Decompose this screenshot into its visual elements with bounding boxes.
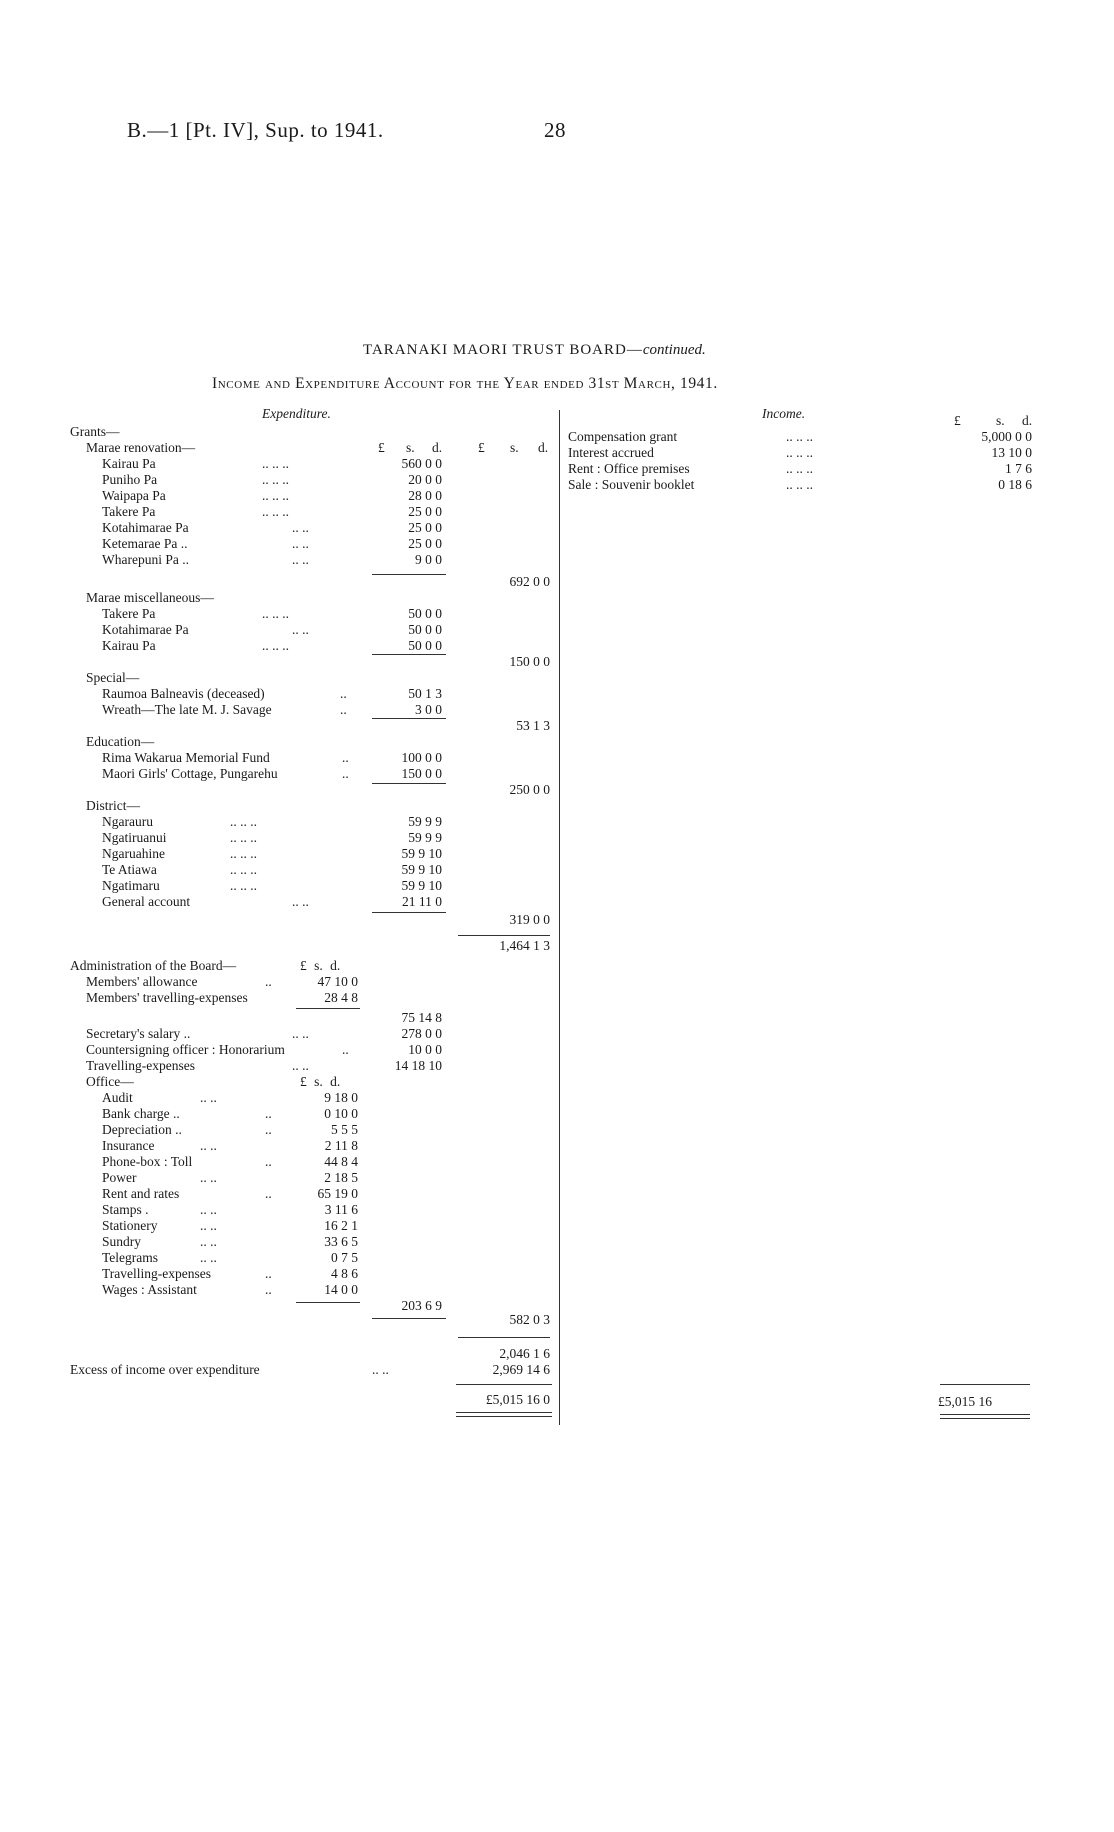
- line-item-amount: 59 9 9: [408, 814, 442, 829]
- col-header-pence-total: d.: [538, 440, 549, 455]
- line-item-name: Kotahimarae Pa: [102, 520, 189, 535]
- line-item-amount: 14 0 0: [324, 1282, 358, 1297]
- admin-col-headers: £ s. d.: [300, 958, 341, 973]
- line-item-name: Members' allowance: [86, 974, 198, 989]
- subtotal-rule: [372, 654, 446, 655]
- leader-dots: ..: [265, 1282, 272, 1297]
- office-label: Office—: [86, 1074, 134, 1089]
- excess-amount: 2,969 14 6: [492, 1362, 550, 1377]
- leader-dots: .. .. ..: [230, 830, 257, 845]
- line-item-name: Te Atiawa: [102, 862, 157, 877]
- special-total: 53 1 3: [516, 718, 550, 733]
- subtotal-rule: [372, 912, 446, 913]
- line-item-amount: 28 0 0: [408, 488, 442, 503]
- line-item-name: Takere Pa: [102, 606, 156, 621]
- leader-dots: .. ..: [292, 536, 309, 551]
- line-item-name: Maori Girls' Cottage, Pungarehu: [102, 766, 278, 781]
- line-item-amount: 560 0 0: [401, 456, 442, 471]
- line-item-amount: 50 1 3: [408, 686, 442, 701]
- line-item-name: Kairau Pa: [102, 638, 156, 653]
- subtotal-rule: [372, 574, 446, 575]
- line-item-amount: 50 0 0: [408, 638, 442, 653]
- line-item-amount: 5 5 5: [331, 1122, 358, 1137]
- income-item-amount: 1 7 6: [1005, 461, 1032, 476]
- expenditure-grand-total: £5,015 16 0: [485, 1392, 550, 1407]
- subtotal-rule: [372, 783, 446, 784]
- leader-dots: .. ..: [200, 1202, 217, 1217]
- line-item-amount: 25 0 0: [408, 520, 442, 535]
- line-item-name: Ketemarae Pa ..: [102, 536, 188, 551]
- line-item-name: Audit: [102, 1090, 133, 1105]
- line-item-name: Sundry: [102, 1234, 142, 1249]
- income-grand-total: £5,015 16: [938, 1394, 992, 1409]
- subtotal-rule: [296, 1302, 360, 1303]
- line-item-amount: 50 0 0: [408, 622, 442, 637]
- education-total: 250 0 0: [509, 782, 550, 797]
- leader-dots: ..: [265, 1266, 272, 1281]
- line-item-amount: 59 9 10: [401, 846, 442, 861]
- leader-dots: .. .. ..: [230, 862, 257, 877]
- leader-dots: ..: [340, 702, 347, 717]
- grand-total-double-rule: [456, 1412, 552, 1417]
- line-item-amount: 278 0 0: [401, 1026, 442, 1041]
- line-item-name: Raumoa Balneavis (deceased): [102, 686, 265, 701]
- leader-dots: .. .. ..: [262, 456, 289, 471]
- line-item-amount: 3 0 0: [415, 702, 442, 717]
- total-rule: [456, 1384, 552, 1385]
- line-item-amount: 25 0 0: [408, 536, 442, 551]
- marae-misc-total: 150 0 0: [509, 654, 550, 669]
- income-item-name: Rent : Office premises: [568, 461, 690, 476]
- marae-misc-label: Marae miscellaneous—: [86, 590, 214, 605]
- line-item-amount: 16 2 1: [324, 1218, 358, 1233]
- office-col-headers: £ s. d.: [300, 1074, 341, 1089]
- line-item-name: Waipapa Pa: [102, 488, 166, 503]
- income-col-header-pence: d.: [1022, 413, 1033, 428]
- line-item-amount: 47 10 0: [317, 974, 358, 989]
- account-subtitle: Income and Expenditure Account for the Year ended 31st March, 1941.: [212, 375, 718, 392]
- line-item-amount: 65 19 0: [317, 1186, 358, 1201]
- line-item-amount: 21 11 0: [402, 894, 442, 909]
- income-item-name: Sale : Souvenir booklet: [568, 477, 695, 492]
- subtotal-rule: [458, 1337, 550, 1338]
- district-label: District—: [86, 798, 140, 813]
- leader-dots: .. ..: [200, 1250, 217, 1265]
- line-item-name: Rent and rates: [102, 1186, 180, 1201]
- line-item-name: Bank charge ..: [102, 1106, 180, 1121]
- line-item-name: Kotahimarae Pa: [102, 622, 189, 637]
- office-total: 203 6 9: [401, 1298, 442, 1313]
- leader-dots: .. ..: [292, 520, 309, 535]
- marae-renovation-label: Marae renovation—: [86, 440, 196, 455]
- line-item-amount: 150 0 0: [401, 766, 442, 781]
- line-item-amount: 3 11 6: [324, 1202, 358, 1217]
- line-item-name: Takere Pa: [102, 504, 156, 519]
- line-item-amount: 25 0 0: [408, 504, 442, 519]
- page-title: TARANAKI MAORI TRUST BOARD—continued.: [363, 342, 706, 358]
- line-item-amount: 50 0 0: [408, 606, 442, 621]
- leader-dots: .. ..: [292, 894, 309, 909]
- line-item-name: Stamps .: [102, 1202, 149, 1217]
- line-item-amount: 9 18 0: [324, 1090, 358, 1105]
- leader-dots: .. .. ..: [262, 504, 289, 519]
- leader-dots: .. .. ..: [262, 472, 289, 487]
- leader-dots: .. ..: [200, 1138, 217, 1153]
- leader-dots: ..: [265, 1122, 272, 1137]
- line-item-amount: 10 0 0: [408, 1042, 442, 1057]
- grants-total: 1,464 1 3: [499, 938, 550, 953]
- leader-dots: .. .. ..: [262, 606, 289, 621]
- leader-dots: .. .. ..: [786, 477, 813, 492]
- expenditure-subtotal: 2,046 1 6: [499, 1346, 550, 1361]
- subtotal-rule: [372, 718, 446, 719]
- leader-dots: ..: [342, 750, 349, 765]
- leader-dots: .. ..: [292, 622, 309, 637]
- line-item-name: Stationery: [102, 1218, 158, 1233]
- line-item-name: Rima Wakarua Memorial Fund: [102, 750, 270, 765]
- line-item-name: Insurance: [102, 1138, 155, 1153]
- leader-dots: .. ..: [200, 1234, 217, 1249]
- line-item-amount: 59 9 9: [408, 830, 442, 845]
- income-item-name: Interest accrued: [568, 445, 654, 460]
- line-item-name: General account: [102, 894, 191, 909]
- col-header-pound-total: £: [478, 440, 485, 455]
- line-item-amount: 20 0 0: [408, 472, 442, 487]
- leader-dots: .. ..: [292, 552, 309, 567]
- leader-dots: ..: [265, 1186, 272, 1201]
- line-item-name: Ngatimaru: [102, 878, 160, 893]
- leader-dots: ..: [265, 1154, 272, 1169]
- income-item-name: Compensation grant: [568, 429, 678, 444]
- leader-dots: .. .. ..: [230, 846, 257, 861]
- admin-label: Administration of the Board—: [70, 958, 237, 973]
- grants-total-rule: [458, 935, 550, 936]
- education-label: Education—: [86, 734, 155, 749]
- line-item-amount: 0 7 5: [331, 1250, 358, 1265]
- leader-dots: .. ..: [292, 1026, 309, 1041]
- line-item-name: Secretary's salary ..: [86, 1026, 191, 1041]
- leader-dots: ..: [342, 766, 349, 781]
- income-col-header-pound: £: [954, 413, 961, 428]
- leader-dots: ..: [340, 686, 347, 701]
- line-item-name: Wages : Assistant: [102, 1282, 197, 1297]
- subtotal-rule: [372, 1318, 446, 1319]
- document-reference: B.—1 [Pt. IV], Sup. to 1941.: [127, 118, 384, 142]
- line-item-amount: 44 8 4: [324, 1154, 358, 1169]
- col-header-shilling-total: s.: [510, 440, 519, 455]
- excess-label: Excess of income over expenditure: [70, 1362, 260, 1377]
- line-item-name: Ngaruahine: [102, 846, 165, 861]
- col-header-pence: d.: [432, 440, 443, 455]
- leader-dots: .. ..: [292, 1058, 309, 1073]
- line-item-name: Ngatiruanui: [102, 830, 167, 845]
- leader-dots: .. ..: [200, 1090, 217, 1105]
- line-item-name: Puniho Pa: [102, 472, 158, 487]
- line-item-name: Countersigning officer : Honorarium: [86, 1042, 285, 1057]
- marae-renovation-total: 692 0 0: [509, 574, 550, 589]
- income-item-amount: 13 10 0: [991, 445, 1032, 460]
- income-col-header-shilling: s.: [996, 413, 1005, 428]
- leader-dots: ..: [342, 1042, 349, 1057]
- leader-dots: ..: [265, 974, 272, 989]
- income-item-amount: 5,000 0 0: [981, 429, 1032, 444]
- page-number: 28: [544, 118, 566, 142]
- leader-dots: .. .. ..: [262, 638, 289, 653]
- line-item-amount: 28 4 8: [324, 990, 358, 1005]
- line-item-name: Members' travelling-expenses: [86, 990, 248, 1005]
- line-item-name: Wharepuni Pa ..: [102, 552, 189, 567]
- members-total: 75 14 8: [401, 1010, 442, 1025]
- line-item-name: Telegrams: [102, 1250, 159, 1265]
- grants-label: Grants—: [70, 424, 120, 439]
- line-item-amount: 4 8 6: [331, 1266, 358, 1281]
- line-item-name: Phone-box : Toll: [102, 1154, 193, 1169]
- line-item-name: Travelling-expenses: [86, 1058, 195, 1073]
- line-item-amount: 9 0 0: [415, 552, 442, 567]
- line-item-name: Ngarauru: [102, 814, 153, 829]
- line-item-name: Depreciation ..: [102, 1122, 182, 1137]
- line-item-amount: 2 18 5: [324, 1170, 358, 1185]
- total-rule: [940, 1384, 1030, 1385]
- leader-dots: .. .. ..: [786, 445, 813, 460]
- leader-dots: ..: [265, 1106, 272, 1121]
- line-item-name: Wreath—The late M. J. Savage: [102, 702, 272, 717]
- income-item-amount: 0 18 6: [998, 477, 1032, 492]
- special-label: Special—: [86, 670, 140, 685]
- leader-dots: .. .. ..: [230, 878, 257, 893]
- leader-dots: .. .. ..: [262, 488, 289, 503]
- line-item-amount: 14 18 10: [394, 1058, 442, 1073]
- line-item-amount: 2 11 8: [324, 1138, 358, 1153]
- leader-dots: .. ..: [372, 1362, 389, 1377]
- column-divider: [559, 410, 560, 1425]
- leader-dots: .. .. ..: [786, 461, 813, 476]
- line-item-name: Kairau Pa: [102, 456, 156, 471]
- admin-total: 582 0 3: [509, 1312, 550, 1327]
- income-heading: Income.: [762, 406, 806, 421]
- expenditure-heading: Expenditure.: [262, 406, 331, 421]
- line-item-amount: 0 10 0: [324, 1106, 358, 1121]
- grand-total-double-rule: [940, 1414, 1030, 1419]
- leader-dots: .. .. ..: [786, 429, 813, 444]
- subtotal-rule: [296, 1008, 360, 1009]
- line-item-name: Power: [102, 1170, 137, 1185]
- leader-dots: .. .. ..: [230, 814, 257, 829]
- line-item-amount: 59 9 10: [401, 878, 442, 893]
- district-total: 319 0 0: [509, 912, 550, 927]
- leader-dots: .. ..: [200, 1170, 217, 1185]
- line-item-name: Travelling-expenses: [102, 1266, 211, 1281]
- line-item-amount: 59 9 10: [401, 862, 442, 877]
- line-item-amount: 33 6 5: [324, 1234, 358, 1249]
- leader-dots: .. ..: [200, 1218, 217, 1233]
- col-header-shilling: s.: [406, 440, 415, 455]
- line-item-amount: 100 0 0: [401, 750, 442, 765]
- col-header-pound: £: [378, 440, 385, 455]
